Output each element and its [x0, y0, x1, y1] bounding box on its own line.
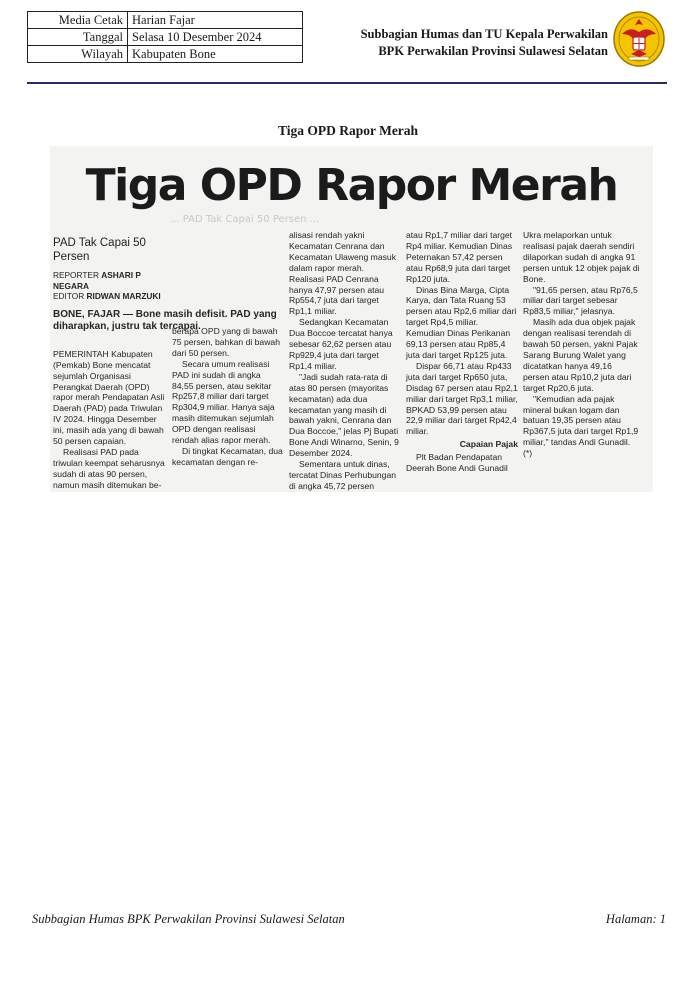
meta-value: Kabupaten Bone	[128, 46, 303, 63]
garuda-emblem-icon	[612, 10, 666, 68]
header-rule	[27, 82, 667, 84]
paragraph: Masih ada dua objek pajak dengan realisasi terendah di bawah 50 persen, yakni Pajak Sarang Burung Walet yang dicatatkan hanya 49,16 persen atau Rp10,2 juta dari target Rp20,6 juta.	[523, 317, 638, 393]
paragraph: Dispar 66,71 atau Rp433 juta dari target Rp650 juta, Disdag 67 persen atau Rp2,1 miliar dari target Rp3,1 miliar, BPKAD 53,99 persen atau 22,9 miliar dari target Rp42,4 miliar.	[406, 360, 518, 437]
meta-row	[28, 29, 303, 46]
editor-name: RIDWAN MARZUKI	[86, 291, 161, 302]
paragraph: "Kemudian ada pajak mineral bukan logam dan batuan 19,35 persen atau Rp367,5 juta dari target Rp1,9 miliar," tandas Andi Gunadil. (*)	[523, 393, 639, 459]
paragraph: Sedangkan Kecamatan Dua Boccoe tercatat hanya sebesar 62,62 persen atau Rp929,4 juta dari target Rp1,4 miliar.	[289, 317, 393, 371]
article-lead: BONE, FAJAR — Bone masih defisit. PAD yang diharapkan, justru tak tercapai.	[53, 308, 277, 332]
paragraph: PEMERINTAH Kabupaten (Pemkab) Bone mencatat sejumlah Organisasi Perangkat Daerah (OPD) rapor merah Pendapatan Asli Daerah (PAD) pada Triwulan IV 2024. Hingga Desember ini, masih ada yang di bawah 50 persen capaian.	[53, 348, 165, 447]
bleed-through-text: ... PAD Tak Capai 50 Persen ...	[170, 214, 320, 225]
article-subheadline: PAD Tak Capai 50 Persen	[53, 237, 146, 263]
byline	[53, 270, 167, 302]
paragraph: Secara umum realisasi PAD ini sudah di angka 84,55 persen, atau sekitar Rp257,8 miliar dari target Rp304,9 miliar. Hanya saja masih ditemukan sejumlah OPD dengan realisasi rendah alias rapor merah.	[172, 358, 275, 446]
meta-value: Selasa 10 Desember 2024	[128, 29, 303, 46]
newspaper-clipping	[50, 146, 653, 492]
meta-row	[28, 12, 303, 29]
paragraph: Dinas Bina Marga, Cipta Karya, dan Tata Ruang 53 persen atau Rp2,6 miliar dari target Rp4,5 miliar. Kemudian Dinas Perikanan 69,13 persen atau Rp85,4 juta dari target Rp125 juta.	[406, 284, 517, 360]
org-line-2: BPK Perwakilan Provinsi Sulawesi Selatan	[378, 44, 608, 58]
page-number: Halaman: 1	[605, 912, 666, 926]
meta-key: Tanggal	[28, 29, 128, 46]
paragraph: atau Rp1,7 miliar dari target Rp4 miliar. Kemudian Dinas Peternakan 57,42 persen atau Rp68,9 juta dari target Rp120 juta.	[406, 230, 513, 284]
meta-value: Harian Fajar	[128, 12, 303, 29]
editor-label: EDITOR	[53, 291, 85, 302]
organization-header	[300, 26, 608, 60]
paragraph: "91,65 persen, atau Rp76,5 miliar dari target sebesar Rp83,5 miliar," jelasnya.	[523, 284, 638, 317]
article-subhead: Capaian Pajak	[459, 439, 518, 450]
reporter-label: REPORTER	[53, 270, 99, 280]
meta-key: Wilayah	[28, 46, 128, 63]
meta-key: Media Cetak	[28, 12, 128, 29]
paragraph: Realisasi PAD pada triwulan keempat seharusnya sudah di atas 90 persen, namun masih ditemukan be-	[53, 446, 165, 490]
paragraph: berapa OPD yang di bawah 75 persen, bahkan di bawah dari 50 persen.	[172, 326, 280, 358]
article-column-2	[172, 326, 284, 468]
paragraph: Sementara untuk dinas, tercatat Dinas Perhubungan di angka 45,72 persen	[289, 459, 397, 491]
meta-table	[27, 11, 303, 63]
paragraph: Di tingkat Kecamatan, dua kecamatan dengan re-	[172, 445, 283, 467]
article-headline: Tiga OPD Rapor Merah	[85, 160, 618, 211]
paragraph: Plt Badan Pendapatan Deerah Bone Andi Gunadil	[406, 452, 508, 474]
paragraph: "Jadi sudah rata-rata di atas 80 persen (mayoritas kecamatan) ada dua kecamatan yang masih di bawah yakni, Cenrana dan Dua Boccoe," jelas Pj Bupati Bone Andi Winarno, Senin, 9 Desember 2024.	[289, 371, 399, 459]
article-column-5	[523, 230, 640, 459]
org-line-1: Subbagian Humas dan TU Kepala Perwakilan	[360, 27, 608, 41]
paragraph: alisasi rendah yakni Kecamatan Cenrana dan Kecamatan Ulaweng masuk dalam rapor merah. Realisasi PAD Cenrana hanya 47,97 persen atau Rp554,7 juta dari target Rp1,1 miliar.	[289, 230, 396, 317]
reporter-name: ASHARI P NEGARA	[53, 270, 141, 291]
footer-organization: Subbagian Humas BPK Perwakilan Provinsi Sulawesi Selatan	[32, 912, 345, 926]
meta-row	[28, 46, 303, 63]
article-column-4	[406, 230, 518, 474]
paragraph: Ukra melaporkan untuk realisasi pajak daerah sendiri dilaporkan sudah di angka 91 persen untuk 12 objek pajak di Bone.	[523, 230, 640, 284]
page-title: Tiga OPD Rapor Merah	[277, 123, 419, 138]
article-column-3	[289, 230, 401, 492]
